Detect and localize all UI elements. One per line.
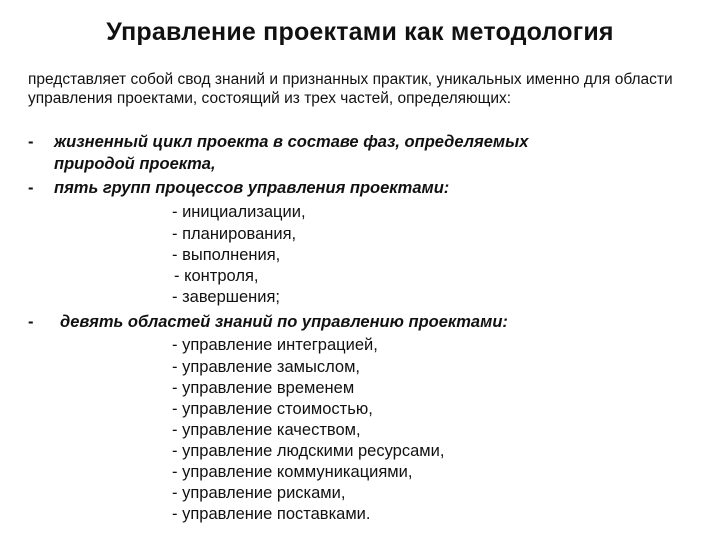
list-item: - управление временем: [172, 379, 355, 397]
list-item: - управление рисками,: [172, 484, 346, 502]
list-item: - управление интеграцией,: [172, 336, 378, 354]
list-item: - управление стоимостью,: [172, 400, 373, 418]
bullet-dash: -: [28, 133, 34, 151]
bullet-knowledge-areas-label: девять областей знаний по управлению проектами:: [60, 313, 508, 331]
list-item: - управление поставками.: [172, 505, 371, 523]
list-item: - завершения;: [172, 288, 281, 306]
bullet-process-groups: [28, 178, 708, 200]
bullet-process-groups-label: пять групп процессов управления проектами:: [54, 179, 450, 197]
bullet-lifecycle: [28, 132, 708, 176]
bullet-dash: -: [28, 179, 34, 197]
list-item: - выполнения,: [172, 246, 281, 264]
list-item: - управление людскими ресурсами,: [172, 442, 445, 460]
intro-paragraph: представляет собой свод знаний и признанных практик, уникальных именно для области управления проектами, состоящий из трех частей, определяющих:: [28, 71, 673, 107]
list-item: - управление замыслом,: [172, 358, 361, 376]
list-item: - контроля,: [174, 267, 259, 285]
list-item: - управление коммуникациями,: [172, 463, 413, 481]
bullet-dash: -: [28, 313, 34, 331]
slide-title: Управление проектами как методология: [106, 18, 614, 46]
list-item: - планирования,: [172, 225, 297, 243]
bullet-lifecycle-line2: природой проекта,: [54, 155, 216, 173]
bullet-lifecycle-line1: жизненный цикл проекта в составе фаз, определяемых: [54, 133, 529, 151]
list-item: - инициализации,: [172, 203, 306, 221]
list-item: - управление качеством,: [172, 421, 361, 439]
bullet-knowledge-areas: [28, 312, 708, 334]
